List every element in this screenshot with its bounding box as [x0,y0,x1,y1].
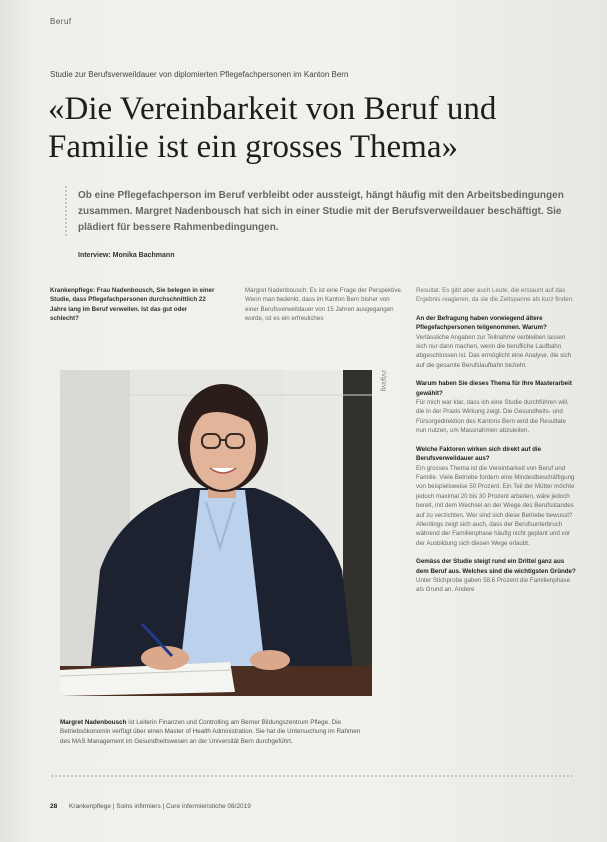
question-1: An der Befragung haben vorwiegend ältere Pflegefachpersonen teilgenommen. Warum? [416,314,547,332]
caption-name: Margret Nadenbousch [60,719,127,726]
dotted-vertical-divider [64,185,68,237]
question-2: Warum haben Sie dieses Thema für Ihre Masterarbeit gewählt? [416,380,572,397]
portrait-illustration [60,370,372,696]
question-4: Gemäss der Studie steigt rund ein Drittel ganz aus dem Beruf aus. Welches sind die wichtigsten Gründe? [416,558,576,575]
article-kicker: Studie zur Berufsverweildauer von diplomierten Pflegefachpersonen im Kanton Bern [50,70,349,79]
article-lead: Ob eine Pflegefachperson im Beruf verbleibt oder aussteigt, hängt häufig mit den Arbeitsbedingungen zusammen. Margret Nadenbousch hat sich in einer Studie mit der Berufsverweildauer beschäftigt. Sie plädiert für bessere Rahmenbedingungen. [78,190,564,233]
page-number: 28 [50,803,58,810]
question-3: Welche Faktoren wirken sich direkt auf die Berufsverweildauer aus? [416,445,542,463]
dotted-horizontal-divider [50,774,575,778]
photo-credit: zVg/zvg [380,370,386,392]
answer-1: Verlässliche Angaben zur Teilnahme verbleiben lassen sich nur dann machen, wenn die berufliche Laufbahn abgeschlossen ist. Das ermöglicht eine Analyse, die sich auf die gesamte Berufslaufbahn bezieht. [416,333,572,369]
publication-name: Krankenpflege | Soins infirmiers | Cure infermieristiche 08/2019 [69,803,251,810]
portrait-photo [60,370,372,696]
photo-caption [60,718,370,746]
column-3-lead-in: Resultat. Es gibt aber auch Leute, die erstaunt auf das Ergebnis reagieren, da sie die Zeitspanne als kurz finden. [416,287,574,304]
column-3 [416,286,576,595]
answer-4: Unter Stichprobe gaben 58.6 Prozent die Familienphase als Grund an. Andere [416,576,571,594]
page-footer [50,803,251,810]
answer-3: Ein grosses Thema ist die Vereinbarkeit von Beruf und Familie. Viele Betriebe fordern eine Mindestbeschäftigung von beispielsweise 50 Prozent. Ein Teil der Mütter möchte jedoch maximal 20 bis 30 Prozent arbeiten, wäre jedoch bereit, mit dem Wechsel an der Wiege des Berufsstandes auf zu verzichten. Wer sind sich diese Betriebe bewusst? Allerdings zeigt sich auch, dass der Berufsunterbruch während der Familienphase häufig nicht geplant und vor der Ausbildung sich diesen Wege erlaubt. [416,464,575,547]
column-1-question: Krankenpflege: Frau Nadenbousch, Sie belegen in einer Studie, dass Pflegefachpersonen durchschnittlich 22 Jahre lang im Beruf verweilen. Ist das gut oder schlecht? [50,287,215,323]
article-headline: «Die Vereinbarkeit von Beruf und Familie ist ein grosses Thema» [48,91,497,165]
interviewer-credit: Interview: Monika Bachmann [78,252,175,259]
answer-2: Für mich war klar, dass ich eine Studie durchführen will, die in der Praxis Wirkung zeigt. Die Gesundheits- und Fürsorgedirektion des Kantons Bern wird die Resultate nun nutzen, um Massnahmen abzuleiten. [416,399,569,435]
caption-text: ist Leiterin Finanzen und Controlling am Berner Bildungszentrum Pflege. Die Betriebsökonomin verfügt über einen Master of Health Administration. Sie hat die Untersuchung im Rahmen des MAS Management im Gesundheitswesen an der Universität Bern durchgeführt. [60,719,361,745]
section-label: Beruf [50,17,72,26]
column-2-answer: Margret Nadenbousch: Es ist eine Frage der Perspektive. Wenn man bedenkt, dass im Kanton Bern bisher von einer Berufsverweildauer von 15 Jahren ausgegangen wurde, ist es ein erfreuliches [245,287,403,323]
